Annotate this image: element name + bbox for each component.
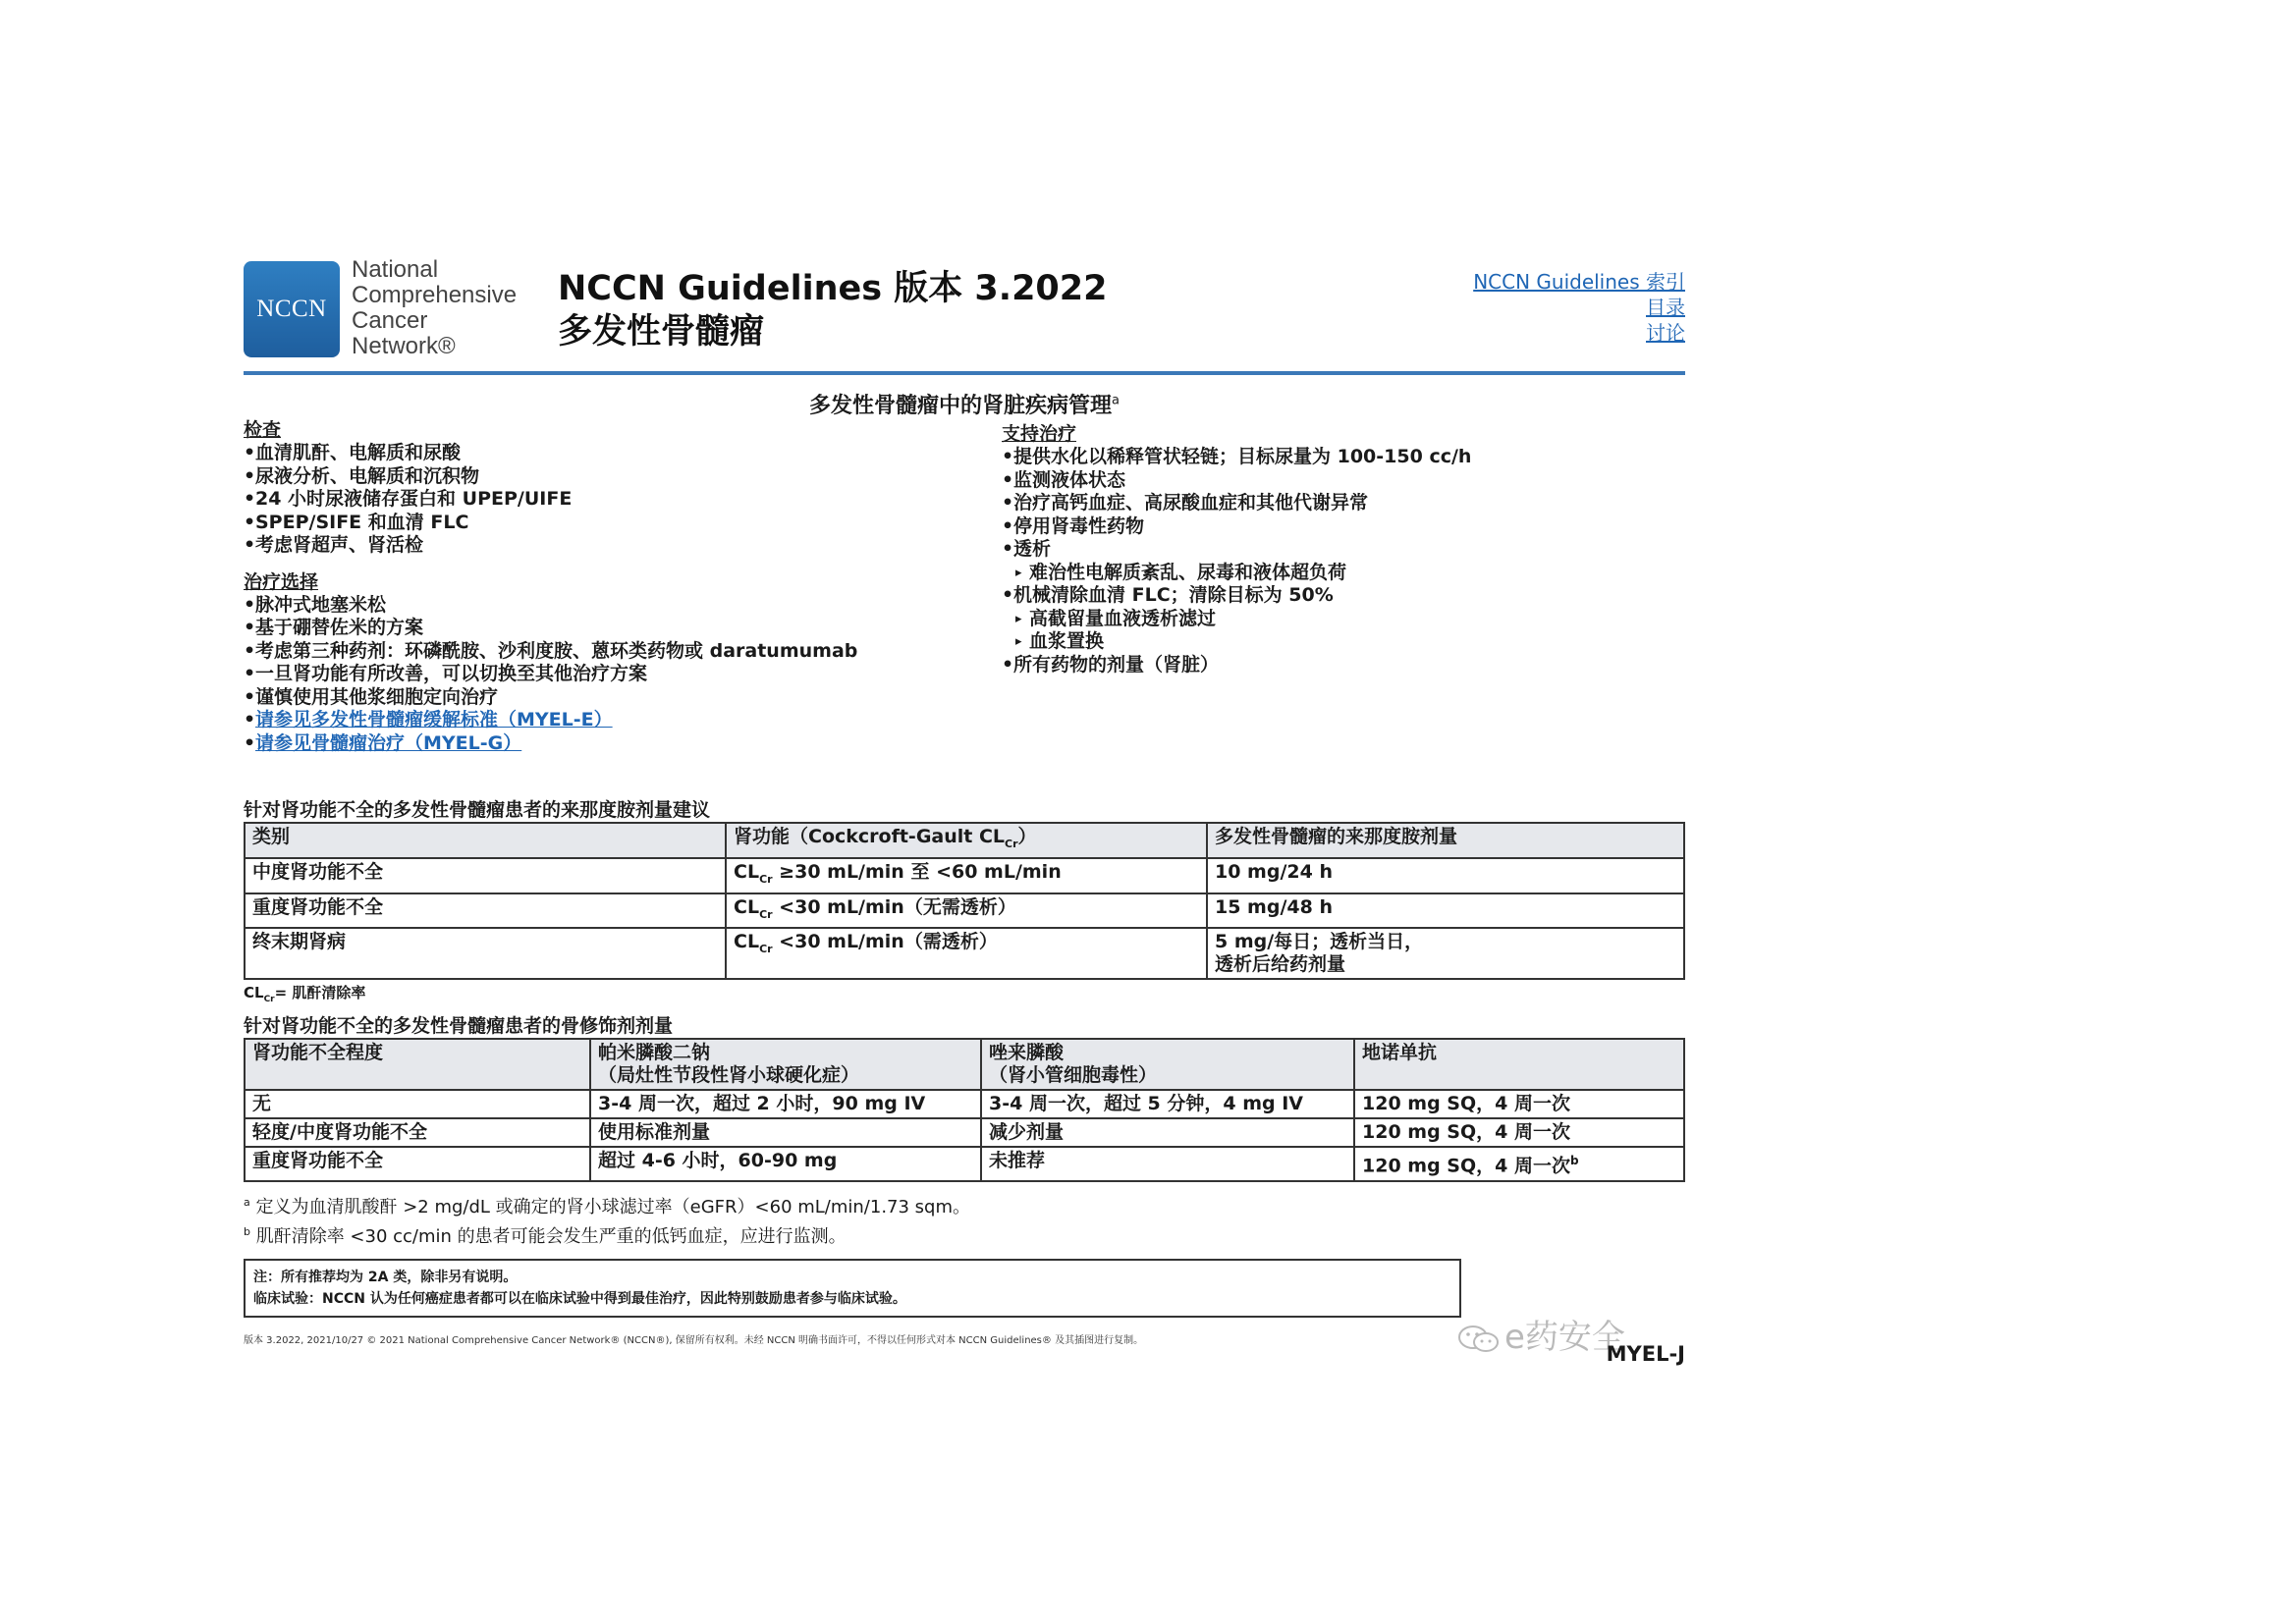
- page-title: NCCN Guidelines 版本 3.2022 多发性骨髓瘤: [558, 269, 1108, 352]
- table-cell: $CL_{Cr} <30$ mL/min（需透析）: [726, 928, 1207, 979]
- section-title: 多发性骨髓瘤中的肾脏疾病管理$^a$: [809, 393, 1120, 418]
- bone-modifier-table-title: 针对肾功能不全的多发性骨髓瘤患者的骨修饰剂剂量: [244, 1015, 674, 1038]
- list-item: • 谨慎使用其他浆细胞定向治疗: [244, 686, 990, 710]
- table-cell: $CL_{Cr} <30$ mL/min（无需透析）: [726, 893, 1207, 929]
- table-cell: 15 mg/48 h: [1207, 893, 1684, 929]
- recommendation-note-box: 注：所有推荐均为 2A 类，除非另有说明。 临床试验：NCCN 认为任何癌症患者都可以在临床试验中得到最佳治疗，因此特别鼓励患者参与临床试验。: [244, 1259, 1461, 1318]
- table-cell: 终末期肾病: [245, 928, 726, 979]
- list-item: • SPEP/SIFE 和血清 FLC: [244, 512, 990, 535]
- table-header: 肾功能不全程度: [245, 1039, 590, 1090]
- sub-list-item: ▸ 高截留量血液透析滤过: [1015, 608, 1689, 631]
- right-column: [1002, 423, 1689, 676]
- table-header: 肾功能（Cockcroft-Gault $CL_{Cr}$）: [726, 823, 1207, 858]
- table-row: [245, 1147, 1684, 1180]
- table-row: [245, 893, 1684, 929]
- table-cell: 轻度/中度肾功能不全: [245, 1118, 590, 1147]
- org-name: National Comprehensive Cancer Network®: [352, 256, 518, 359]
- header: [244, 257, 1685, 375]
- footnote-b: $^b$ 肌酐清除率 <30 cc/min 的患者可能会发生严重的低钙血症，应进行监测。: [244, 1224, 847, 1247]
- left-column: [244, 419, 990, 755]
- exam-list: [244, 442, 990, 558]
- page-code: MYEL-J: [1606, 1342, 1685, 1366]
- list-item: • 尿液分析、电解质和沉积物: [244, 465, 990, 489]
- table-header-row: [245, 823, 1684, 858]
- table-row: [245, 858, 1684, 893]
- table-header: 帕米膦酸二钠 （局灶性节段性肾小球硬化症）: [590, 1039, 981, 1090]
- nccn-logo: NCCN: [244, 261, 340, 357]
- table-cell: 超过 4-6 小时，60-90 mg: [590, 1147, 981, 1180]
- table-row: [245, 1118, 1684, 1147]
- clcr-footnote: $CL_{Cr}=$ 肌酐清除率: [244, 984, 366, 1005]
- footnotes: [244, 1190, 1685, 1249]
- table-cell: 120 mg SQ，4 周一次$^b$: [1354, 1147, 1684, 1180]
- dialysis-sublist: [1002, 562, 1689, 585]
- discussion-link[interactable]: 讨论: [1646, 321, 1685, 345]
- table-cell: 减少剂量: [981, 1118, 1354, 1147]
- header-divider: [244, 371, 1685, 375]
- footnote-a: $^a$ 定义为血清肌酸酐 >2 mg/dL 或确定的肾小球滤过率（eGFR）<60 mL/min/1.73 sqm。: [244, 1195, 971, 1217]
- exam-heading: 检查: [244, 419, 282, 441]
- bone-modifier-table: [244, 1038, 1685, 1181]
- flc-sublist: [1002, 608, 1689, 654]
- table-cell: 10 mg/24 h: [1207, 858, 1684, 893]
- list-item: • 考虑第三种药剂：环磷酰胺、沙利度胺、蒽环类药物或 daratumumab: [244, 640, 990, 664]
- list-item: • 治疗高钙血症、高尿酸血症和其他代谢异常: [1002, 492, 1689, 515]
- table-header: 类别: [245, 823, 726, 858]
- table-cell: 3-4 周一次，超过 5 分钟，4 mg IV: [981, 1090, 1354, 1118]
- wechat-icon: [1457, 1325, 1501, 1354]
- list-item: • 机械清除血清 FLC；清除目标为 50%: [1002, 584, 1689, 608]
- list-item: • 24 小时尿液储存蛋白和 UPEP/UIFE: [244, 488, 990, 512]
- table-row: [245, 928, 1684, 979]
- list-item: • 所有药物的剂量（肾脏）: [1002, 654, 1689, 677]
- list-item: • 脉冲式地塞米松: [244, 594, 990, 618]
- table-cell: 使用标准剂量: [590, 1118, 981, 1147]
- toc-link[interactable]: 目录: [1646, 296, 1685, 319]
- supportive-heading: 支持治疗: [1002, 423, 1077, 445]
- treatment-list: [244, 594, 990, 756]
- list-item: • 考虑肾超声、肾活检: [244, 534, 990, 558]
- list-item: • 提供水化以稀释管状轻链；目标尿量为 100-150 cc/h: [1002, 446, 1689, 469]
- myel-g-link-item[interactable]: • 请参见骨髓瘤治疗（MYEL-G）: [244, 732, 990, 756]
- table-cell: 120 mg SQ，4 周一次: [1354, 1118, 1684, 1147]
- guidelines-index-link[interactable]: NCCN Guidelines 索引: [1473, 270, 1685, 294]
- copyright-text: 版本 3.2022, 2021/10/27 © 2021 National Comprehensive Cancer Network® (NCCN®), 保留所有权利。未经 NCCN 明确书面许可，不得以任何形式对本 NCCN Guidelines® 及其插图进行复制。: [244, 1334, 1144, 1346]
- table-cell: 重度肾功能不全: [245, 893, 726, 929]
- sub-list-item: ▸ 血浆置换: [1015, 630, 1689, 654]
- list-item: • 血清肌酐、电解质和尿酸: [244, 442, 990, 465]
- list-item: • 透析: [1002, 538, 1689, 562]
- table-header: 多发性骨髓瘤的来那度胺剂量: [1207, 823, 1684, 858]
- supportive-list: [1002, 446, 1689, 562]
- header-links: [1473, 269, 1685, 346]
- list-item: • 监测液体状态: [1002, 469, 1689, 493]
- table-header: 地诺单抗: [1354, 1039, 1684, 1090]
- lenalidomide-table: [244, 822, 1685, 980]
- table-cell: 无: [245, 1090, 590, 1118]
- table-row: [245, 1090, 1684, 1118]
- table-cell: 中度肾功能不全: [245, 858, 726, 893]
- watermark: e药安全: [1457, 1310, 1625, 1358]
- table-cell: 5 mg/每日；透析当日， 透析后给药剂量: [1207, 928, 1684, 979]
- table-cell: 3-4 周一次，超过 2 小时，90 mg IV: [590, 1090, 981, 1118]
- table-cell: $CL_{Cr} \ge 30$ mL/min 至 <60 mL/min: [726, 858, 1207, 893]
- myel-e-link-item[interactable]: • 请参见多发性骨髓瘤缓解标准（MYEL-E）: [244, 709, 990, 732]
- treatment-heading: 治疗选择: [244, 570, 319, 593]
- table-cell: 120 mg SQ，4 周一次: [1354, 1090, 1684, 1118]
- page: [244, 256, 1685, 1366]
- sub-list-item: ▸ 难治性电解质紊乱、尿毒和液体超负荷: [1015, 562, 1689, 585]
- list-item: • 基于硼替佐米的方案: [244, 617, 990, 640]
- table-header-row: [245, 1039, 1684, 1090]
- table-cell: 重度肾功能不全: [245, 1147, 590, 1180]
- table-header: 唑来膦酸 （肾小管细胞毒性）: [981, 1039, 1354, 1090]
- lenalidomide-table-title: 针对肾功能不全的多发性骨髓瘤患者的来那度胺剂量建议: [244, 799, 711, 821]
- table-cell: 未推荐: [981, 1147, 1354, 1180]
- list-item: • 停用肾毒性药物: [1002, 515, 1689, 539]
- list-item: • 一旦肾功能有所改善，可以切换至其他治疗方案: [244, 663, 990, 686]
